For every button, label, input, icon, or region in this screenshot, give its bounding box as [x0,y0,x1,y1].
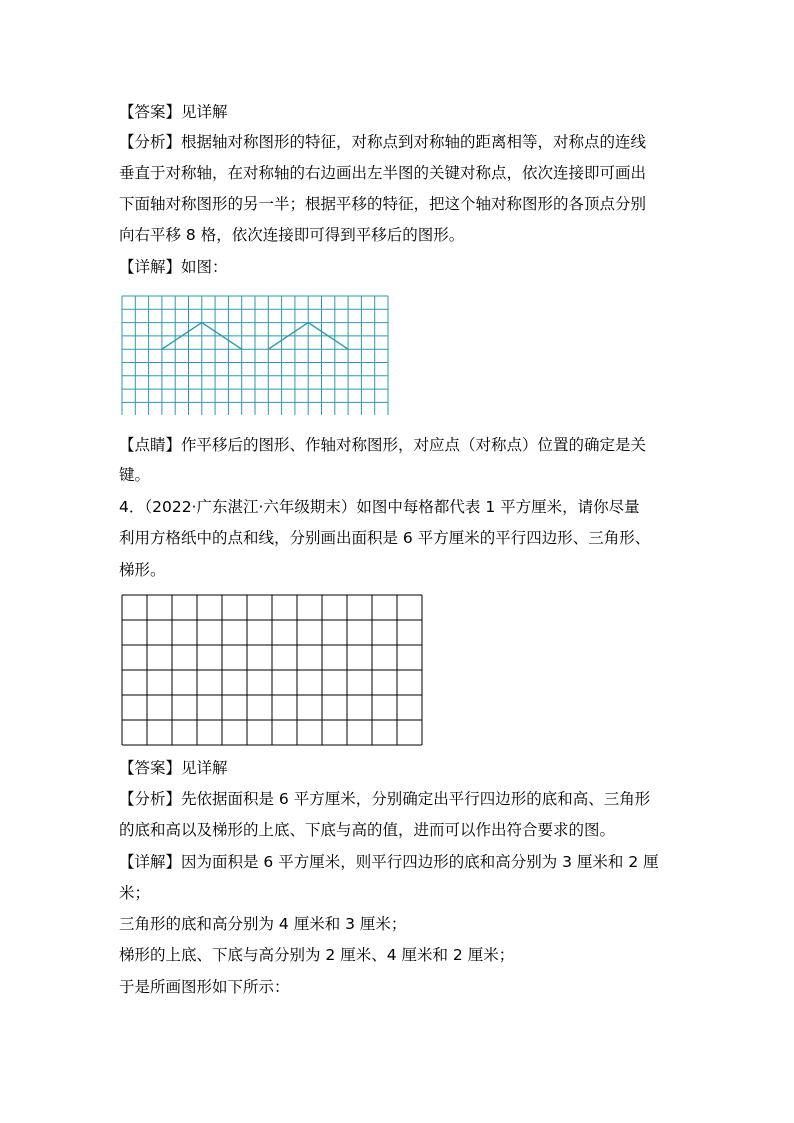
blank-square-grid [121,594,425,747]
answer-label-2: 【答案】见详解 [119,759,228,777]
detail-label-1: 【详解】如图： [119,258,228,276]
question-4-line-3: 梯形。 [119,561,166,579]
comment-line-1: 【点睛】作平移后的图形、作轴对称图形，对应点（对称点）位置的确定是关 [119,436,647,454]
analysis2-line-1: 【分析】先依据面积是 6 平方厘米，分别确定出平行四边形的底和高、三角形 [119,790,651,808]
analysis2-line-2: 的底和高以及梯形的上底、下底与高的值，进而可以作出符合要求的图。 [119,821,616,839]
detail2-line-3: 三角形的底和高分别为 4 厘米和 3 厘米； [119,915,407,933]
analysis-line-3: 下面轴对称图形的另一半；根据平移的特征，把这个轴对称图形的各顶点分别 [119,195,647,213]
analysis-line-4: 向右平移 8 格，依次连接即可得到平移后的图形。 [119,226,465,244]
detail2-line-1: 【详解】因为面积是 6 平方厘米，则平行四边形的底和高分别为 3 厘米和 2 厘 [119,853,659,871]
detail2-line-4: 梯形的上底、下底与高分别为 2 厘米、4 厘米和 2 厘米； [119,946,515,964]
symmetry-translation-grid [121,295,391,415]
detail2-line-5: 于是所画图形如下所示： [119,978,290,996]
question-4-line-1: 4．（2022·广东湛江·六年级期末）如图中每格都代表 1 平方厘米，请你尽量 [119,498,640,516]
comment-line-2: 键。 [119,466,151,484]
analysis-line-2: 垂直于对称轴，在对称轴的右边画出左半图的关键对称点，依次连接即可画出 [119,164,647,182]
answer-label-1: 【答案】见详解 [119,103,228,121]
question-4-line-2: 利用方格纸中的点和线，分别画出面积是 6 平方厘米的平行四边形、三角形、 [119,529,651,547]
analysis-line-1: 【分析】根据轴对称图形的特征，对称点到对称轴的距离相等，对称点的连线 [119,133,647,151]
detail2-line-2: 米； [119,884,151,902]
